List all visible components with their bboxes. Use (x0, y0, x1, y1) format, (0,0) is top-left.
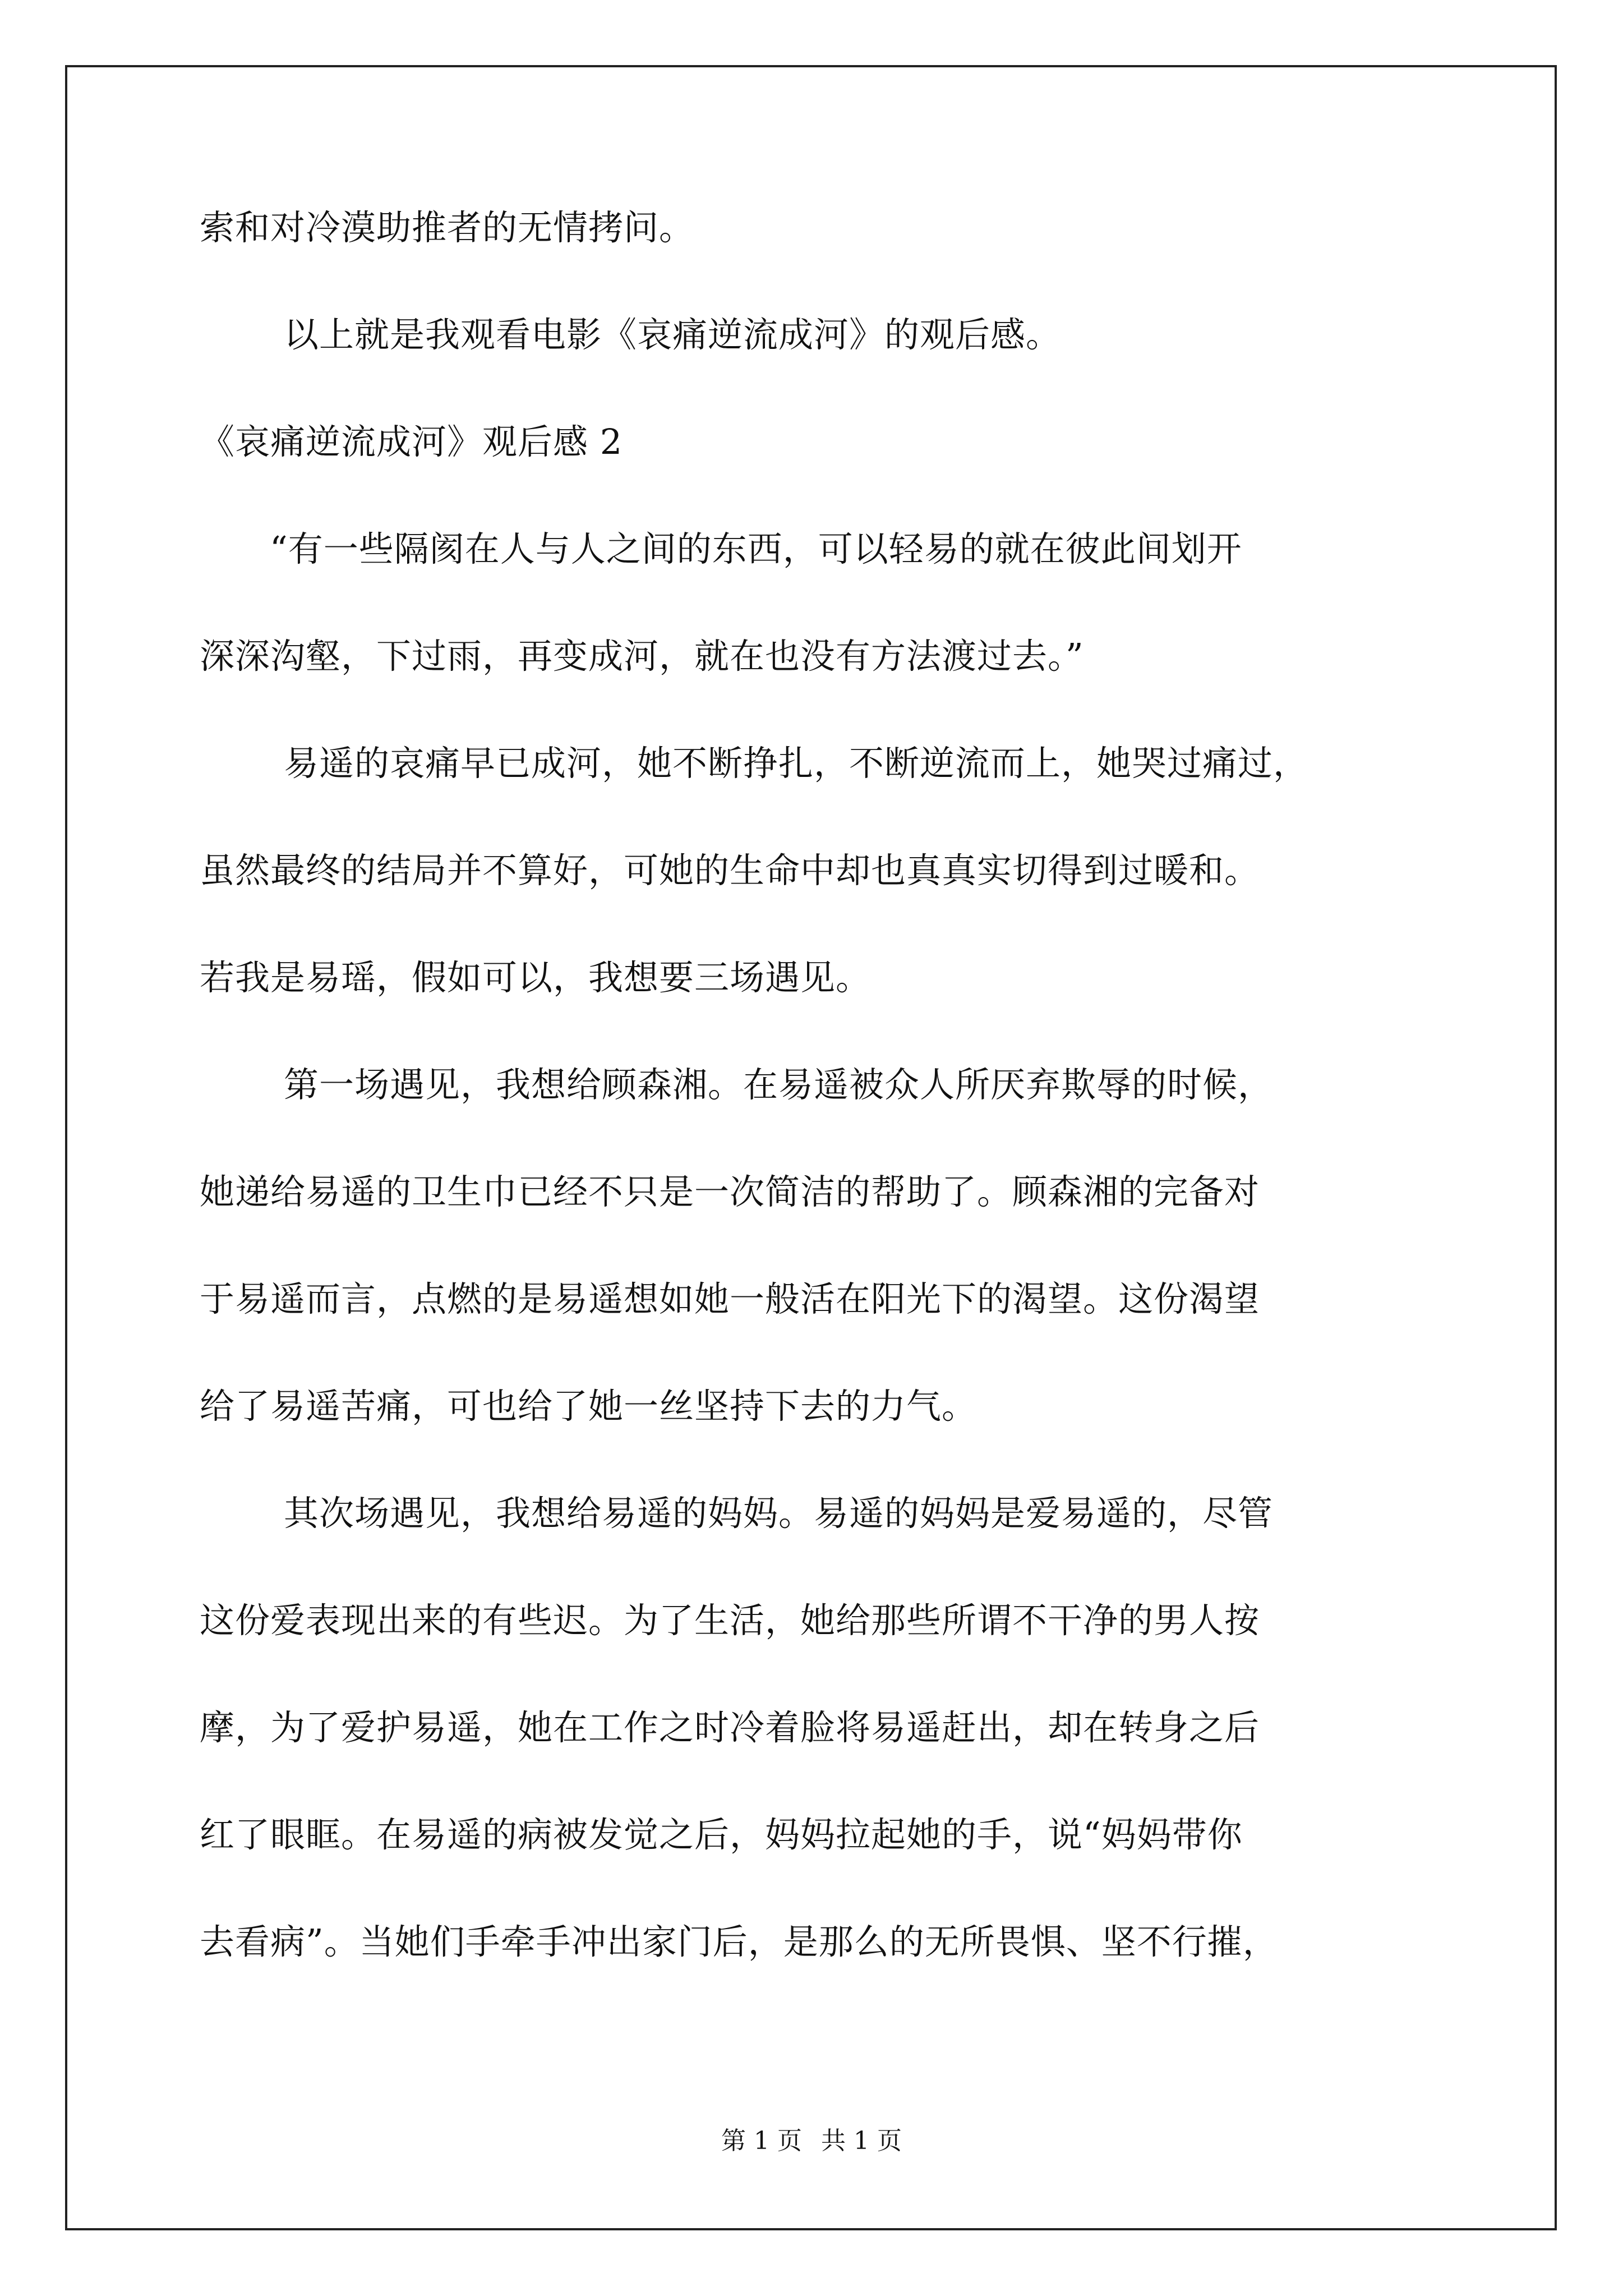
section-heading: 《哀痛逆流成河》观后感 2 (200, 421, 623, 462)
paragraph-line: 给了易遥苦痛，可也给了她一丝坚持下去的力气。 (200, 1386, 978, 1427)
paragraph-line: 她递给易遥的卫生巾已经不只是一次简洁的帮助了。顾森湘的完备对 (200, 1171, 1260, 1212)
paragraph-line: 第一场遇见，我想给顾森湘。在易遥被众人所厌弃欺辱的时候， (284, 1064, 1274, 1105)
paragraph-line: 若我是易瑶，假如可以，我想要三场遇见。 (200, 957, 872, 998)
paragraph-line: 虽然最终的结局并不算好，可她的生命中却也真真实切得到过暖和。 (200, 850, 1260, 891)
paragraph-line: 红了眼眶。在易遥的病被发觉之后，妈妈拉起她的手，说“妈妈带你 (200, 1814, 1243, 1855)
page-number: 第 1 页 (721, 2127, 802, 2155)
paragraph-line: 索和对冷漠助推者的无情拷问。 (200, 207, 695, 248)
document-body (200, 207, 1428, 2032)
paragraph-line: 去看病”。当她们手牵手冲出家门后，是那么的无所畏惧、坚不行摧， (200, 1921, 1278, 1962)
page-total: 共 1 页 (821, 2127, 902, 2155)
paragraph-line: 于易遥而言，点燃的是易遥想如她一般活在阳光下的渴望。这份渴望 (200, 1278, 1260, 1319)
paragraph-line: 摩，为了爱护易遥，她在工作之时冷着脸将易遥赶出，却在转身之后 (200, 1707, 1260, 1748)
paragraph-line: 其次场遇见，我想给易遥的妈妈。易遥的妈妈是爱易遥的，尽管 (284, 1493, 1274, 1534)
paragraph-line: 易遥的哀痛早已成河，她不断挣扎，不断逆流而上，她哭过痛过， (284, 743, 1309, 784)
paragraph-line: 深深沟壑，下过雨，再变成河，就在也没有方法渡过去。” (200, 636, 1084, 677)
paragraph-line: 以上就是我观看电影《哀痛逆流成河》的观后感。 (284, 314, 1062, 355)
page-footer (0, 2129, 1623, 2154)
paragraph-line: 这份爱表现出来的有些迟。为了生活，她给那些所谓不干净的男人按 (200, 1600, 1260, 1641)
paragraph-line: “有一些隔阂在人与人之间的东西，可以轻易的就在彼此间划开 (270, 528, 1242, 569)
